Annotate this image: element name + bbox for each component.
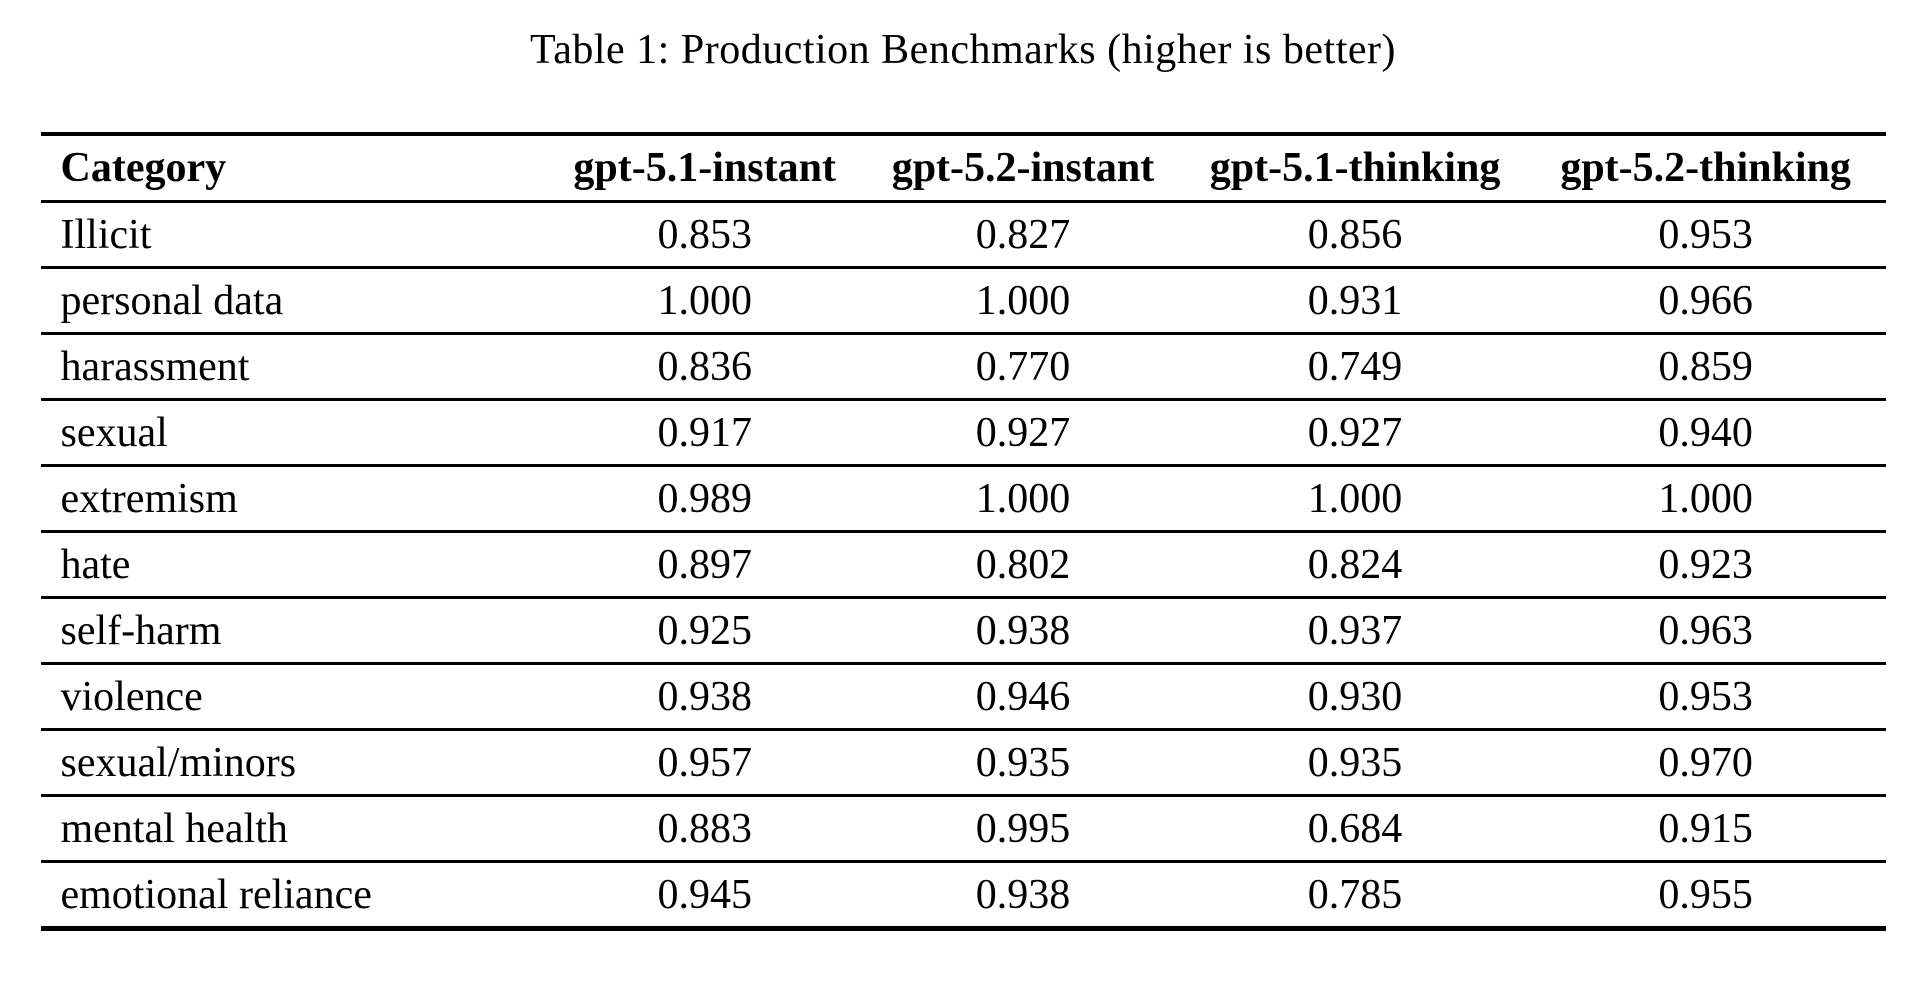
category-cell: Illicit [41,202,548,268]
score-cell: 0.935 [1184,730,1525,796]
column-header-gpt-5-2-instant: gpt-5.2-instant [862,134,1185,202]
score-cell: 0.937 [1184,598,1525,664]
score-cell: 0.938 [862,862,1185,929]
score-cell: 0.995 [862,796,1185,862]
score-cell: 0.946 [862,664,1185,730]
score-cell: 0.915 [1526,796,1886,862]
table-caption: Table 1: Production Benchmarks (higher is better) [530,27,1396,73]
score-cell: 1.000 [862,466,1185,532]
column-header-gpt-5-1-instant: gpt-5.1-instant [548,134,862,202]
score-cell: 0.938 [862,598,1185,664]
score-cell: 0.802 [862,532,1185,598]
score-cell: 0.917 [548,400,862,466]
score-cell: 0.966 [1526,268,1886,334]
score-cell: 0.923 [1526,532,1886,598]
category-cell: personal data [41,268,548,334]
score-cell: 0.856 [1184,202,1525,268]
table-row [41,334,1886,400]
category-cell: extremism [41,466,548,532]
table-row [41,862,1886,929]
score-cell: 0.897 [548,532,862,598]
table-row [41,268,1886,334]
score-cell: 1.000 [548,268,862,334]
score-cell: 0.836 [548,334,862,400]
score-cell: 0.749 [1184,334,1525,400]
table-row [41,202,1886,268]
score-cell: 0.931 [1184,268,1525,334]
column-header-category: Category [41,134,548,202]
table-row [41,466,1886,532]
score-cell: 1.000 [862,268,1185,334]
table-row [41,664,1886,730]
score-cell: 0.970 [1526,730,1886,796]
score-cell: 0.883 [548,796,862,862]
score-cell: 1.000 [1184,466,1525,532]
score-cell: 0.785 [1184,862,1525,929]
header-row [41,134,1886,202]
score-cell: 0.927 [1184,400,1525,466]
category-cell: sexual/minors [41,730,548,796]
table-row [41,598,1886,664]
category-cell: mental health [41,796,548,862]
category-cell: self-harm [41,598,548,664]
score-cell: 0.827 [862,202,1185,268]
benchmarks-table [41,132,1886,931]
score-cell: 1.000 [1526,466,1886,532]
category-cell: harassment [41,334,548,400]
table-row [41,400,1886,466]
score-cell: 0.859 [1526,334,1886,400]
score-cell: 0.945 [548,862,862,929]
score-cell: 0.957 [548,730,862,796]
score-cell: 0.953 [1526,664,1886,730]
score-cell: 0.853 [548,202,862,268]
table-row [41,532,1886,598]
score-cell: 0.955 [1526,862,1886,929]
score-cell: 0.935 [862,730,1185,796]
score-cell: 0.927 [862,400,1185,466]
category-cell: emotional reliance [41,862,548,929]
score-cell: 0.963 [1526,598,1886,664]
score-cell: 0.824 [1184,532,1525,598]
category-cell: hate [41,532,548,598]
score-cell: 0.770 [862,334,1185,400]
category-cell: violence [41,664,548,730]
column-header-gpt-5-2-thinking: gpt-5.2-thinking [1526,134,1886,202]
score-cell: 0.953 [1526,202,1886,268]
category-cell: sexual [41,400,548,466]
score-cell: 0.938 [548,664,862,730]
column-header-gpt-5-1-thinking: gpt-5.1-thinking [1184,134,1525,202]
table-row [41,796,1886,862]
score-cell: 0.684 [1184,796,1525,862]
score-cell: 0.940 [1526,400,1886,466]
score-cell: 0.989 [548,466,862,532]
table-row [41,730,1886,796]
score-cell: 0.930 [1184,664,1525,730]
score-cell: 0.925 [548,598,862,664]
